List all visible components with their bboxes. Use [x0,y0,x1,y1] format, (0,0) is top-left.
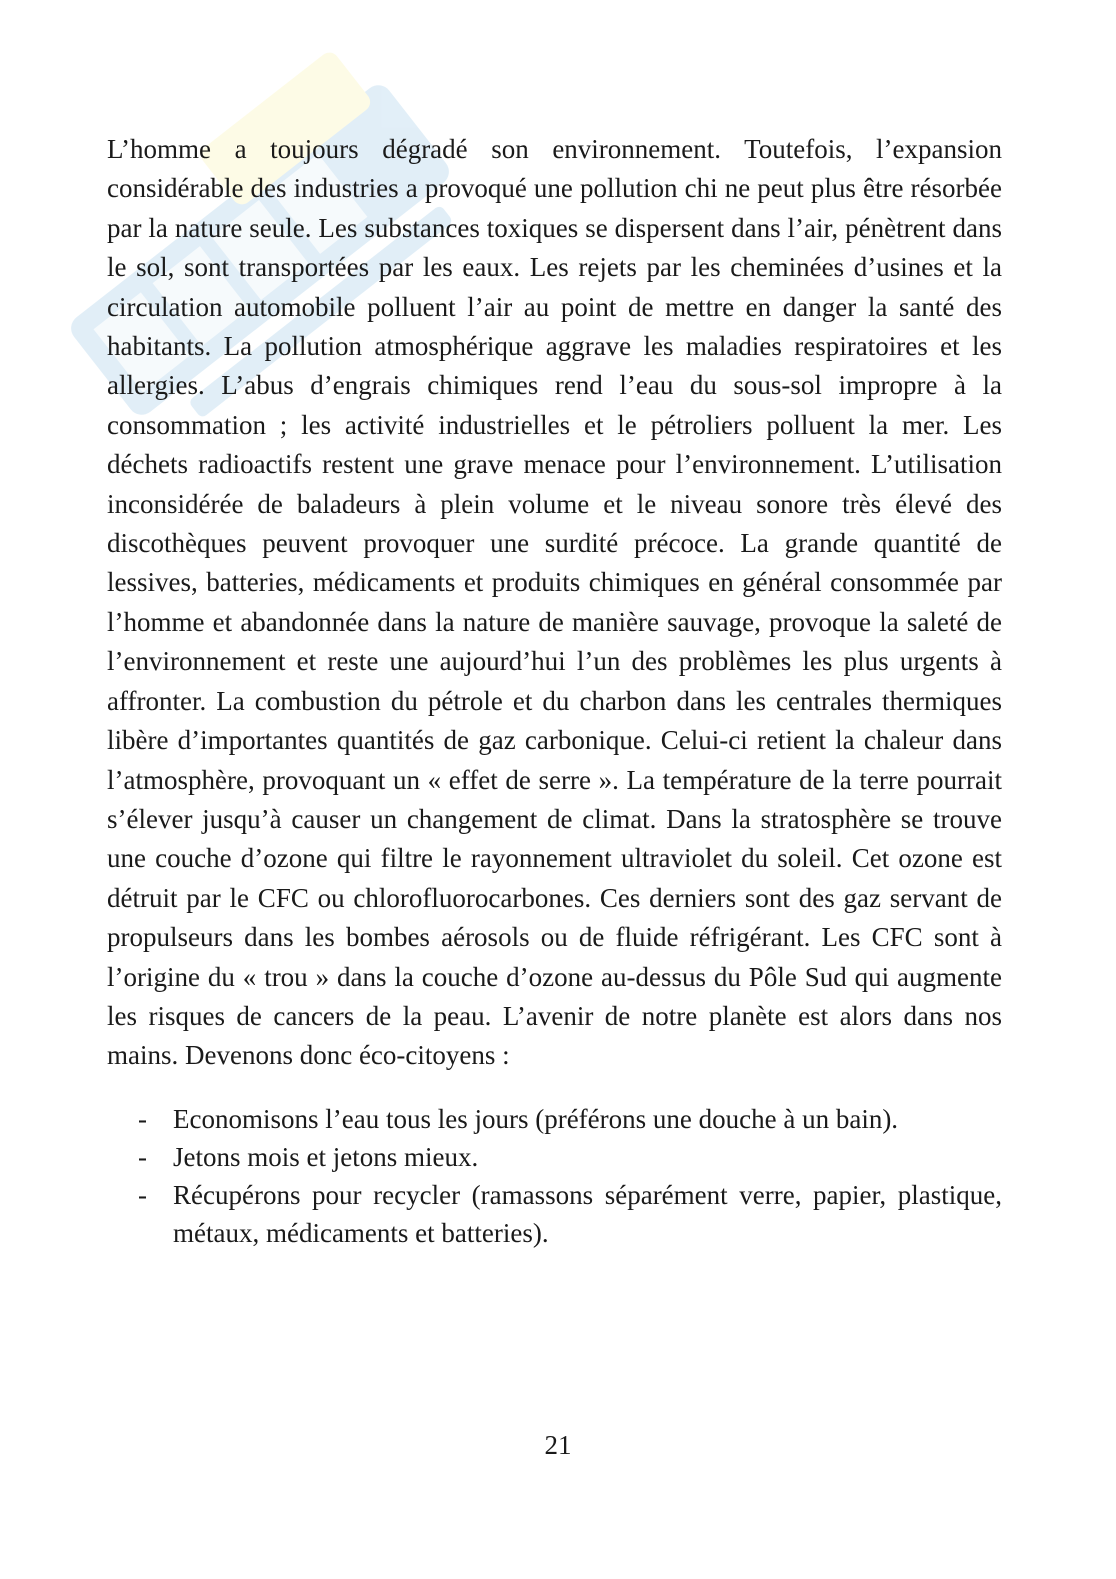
page-number: 21 [544,1430,572,1460]
list-item-text: Economisons l’eau tous les jours (préférons une douche à un bain). [173,1103,899,1134]
list-item [107,1138,1002,1176]
bullet-dash: - [138,1141,147,1172]
bullet-dash: - [138,1103,147,1134]
list-item-text: Jetons mois et jetons mieux. [173,1141,479,1172]
document-body [107,130,1002,1252]
list-item-text: Récupérons pour recycler (ramassons séparément verre, papier, plastique, métaux, médicaments et batteries). [173,1179,1002,1248]
body-paragraph: L’homme a toujours dégradé son environnement. Toutefois, l’expansion considérable des industries a provoqué une pollution chi ne peut plus être résorbée par la nature seule. Les substances toxiques se dispersent dans l’air, pénètrent dans le sol, sont transportées par les eaux. Les rejets par les cheminées d’usines et la circulation automobile polluent l’air au point de mettre en danger la santé des habitants. La pollution atmosphérique aggrave les maladies respiratoires et les allergies. L’abus d’engrais chimiques rend l’eau du sous-sol impropre à la consommation ; les activité industrielles et le pétroliers polluent la mer. Les déchets radioactifs restent une grave menace pour l’environnement. L’utilisation inconsidérée de baladeurs à plein volume et le niveau sonore très élevé des discothèques peuvent provoquer une surdité précoce. La grande quantité de lessives, batteries, médicaments et produits chimiques en général consommée par l’homme et abandonnée dans la nature de manière sauvage, provoque la saleté de l’environnement et reste une aujourd’hui l’un des problèmes les plus urgents à affronter. La combustion du pétrole et du charbon dans les centrales thermiques libère d’importantes quantités de gaz carbonique. Celui-ci retient la chaleur dans l’atmosphère, provoquant un « effet de serre ». La température de la terre pourrait s’élever jusqu’à causer un changement de climat. Dans la stratosphère se trouve une couche d’ozone qui filtre le rayonnement ultraviolet du soleil. Cet ozone est détruit par le CFC ou chlorofluorocarbones. Ces derniers sont des gaz servant de propulseurs dans les bombes aérosols ou de fluide réfrigérant. Les CFC sont à l’origine du « trou » dans la couche d’ozone au-dessus du Pôle Sud qui augmente les risques de cancers de la peau. L’avenir de notre planète est alors dans nos mains. Devenons donc éco-citoyens : [107,134,1002,1071]
list-item [107,1176,1002,1252]
bullet-list [107,1100,1002,1252]
list-item [107,1100,1002,1138]
bullet-dash: - [138,1179,147,1210]
